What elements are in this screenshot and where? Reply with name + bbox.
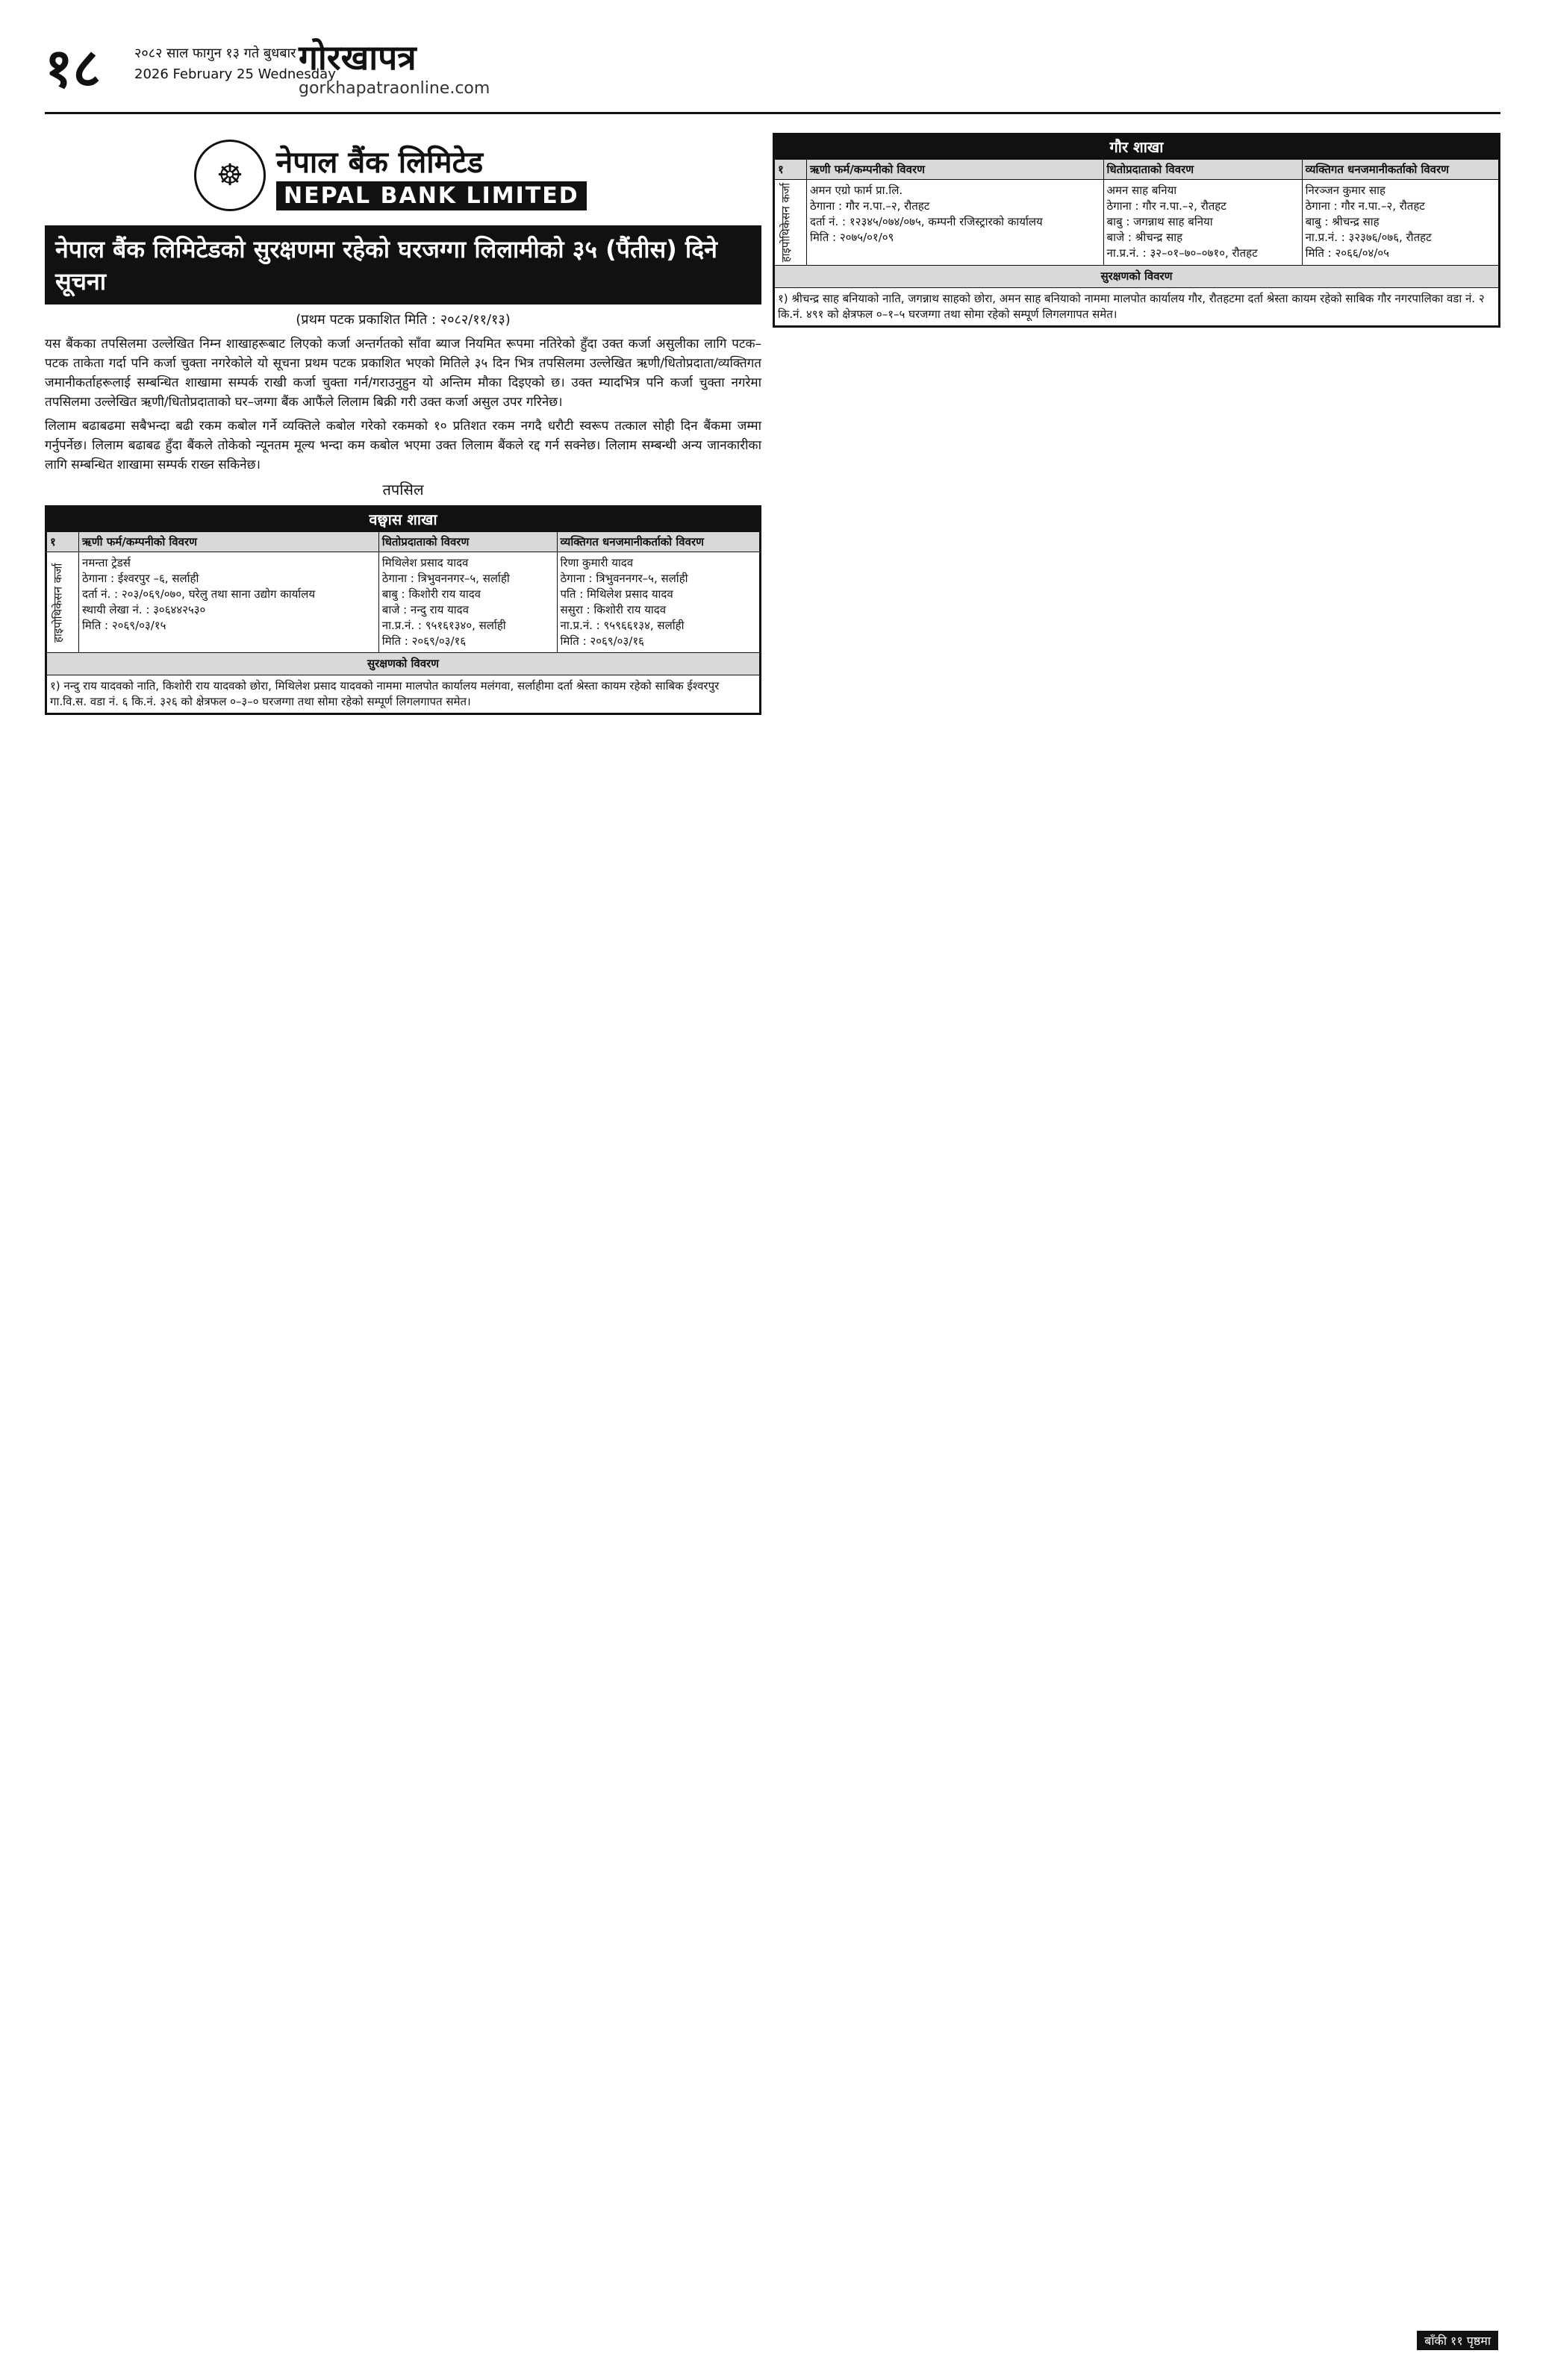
first-published-date: (प्रथम पटक प्रकाशित मिति : २०८२/११/१३) <box>296 312 511 328</box>
col-pledger: धितोप्रदाताको विवरण <box>1103 160 1302 180</box>
borrower-details: अमन एग्रो फार्म प्रा.लि. ठेगाना : गौर न.पा.–२, रौतहट दर्ता नं. : १२३४५/०७४/०७५, कम्पनी रजिस्ट्रारको कार्यालय मिति : २०७५/०१/०९ <box>807 180 1104 266</box>
col-number: १ <box>47 532 79 552</box>
date-english: 2026 February 25 Wednesday <box>134 66 336 82</box>
guarantor-details: निरञ्जन कुमार साह ठेगाना : गौर न.पा.–२, रौतहट बाबु : श्रीचन्द्र साह ना.प्र.नं. : ३२३७६/०७६, रौतहट मिति : २०६६/०४/०५ <box>1302 180 1498 266</box>
col-borrower: ऋणी फर्म/कम्पनीको विवरण <box>807 160 1104 180</box>
collateral-details: १) श्रीचन्द्र साह बनियाको नाति, जगन्नाथ साहको छोरा, अमन साह बनियाको नाममा मालपोत कार्यालय गौर, रौतहटमा दर्ता श्रेस्ता कायम रहेको साबिक गौर नगरपालिका वडा नं. २ कि.नं. ४९१ को क्षेत्रफल ०–१–५ घरजग्गा तथा सोमा रहेको सम्पूर्ण लिगलगापत समेत। <box>775 288 1499 326</box>
bank-logo <box>194 134 612 216</box>
table-row <box>47 552 760 653</box>
col-guarantor: व्यक्तिगत धनजमानीकर्ताको विवरण <box>557 532 759 552</box>
continued-note: बाँकी ११ पृष्ठमा <box>1417 2331 1498 2350</box>
website-link[interactable]: gorkhapatraonline.com <box>299 79 490 98</box>
branch-wachchhwas <box>45 505 761 715</box>
borrower-details: नमन्ता ट्रेडर्स ठेगाना : ईश्वरपुर –६, सर्लाही दर्ता नं. : २०३/०६९/०७०, घरेलु तथा साना उद्योग कार्यालय स्थायी लेखा नं. : ३०६४४२५३० मिति : २०६९/०३/१५ <box>79 552 379 653</box>
loan-type-label: हाइपोथिकेसन कर्जा <box>775 180 807 266</box>
col-pledger: धितोप्रदाताको विवरण <box>378 532 557 552</box>
paper-name: गोरखापत्र <box>299 37 417 78</box>
branch-table <box>774 159 1499 326</box>
bank-name-nepali: नेपाल बैंक लिमिटेड <box>276 146 484 180</box>
notice-paragraph-1: यस बैंकका तपसिलमा उल्लेखित निम्न शाखाहरूबाट लिएको कर्जा अन्तर्गतको साँवा ब्याज नियमित रूपमा नतिरेको हुँदा उक्त कर्जा असुलीका लागि पटक–पटक ताकेता गर्दा पनि कर्जा चुक्ता नगरेकोले यो सूचना प्रथम पटक प्रकाशित भएको मितिले ३५ दिन भित्र तपसिलमा उल्लेखित ऋणी/धितोप्रदाता/व्यक्तिगत जमानीकर्ताहरूलाई सम्बन्धित शाखामा सम्पर्क राखी कर्जा चुक्ता गर्न/गराउनुहुन यो अन्तिम मौका दिइएको छ। उक्त म्यादभित्र पनि कर्जा चुक्ता नगरेमा तपसिलमा उल्लेखित ऋणी/धितोप्रदाताको घर–जग्गा बैंक आफैंले लिलाम बिक्री गरी उक्त कर्जा असुल उपर गरिनेछ। <box>45 337 761 410</box>
table-row <box>775 180 1499 266</box>
date-nepali: २०८२ साल फागुन १३ गते बुधबार <box>134 46 296 61</box>
notice-paragraph-2: लिलाम बढाबढमा सबैभन्दा बढी रकम कबोल गर्ने व्यक्तिले कबोल गरेको रकमको १० प्रतिशत रकम नगदै धरौटी स्वरूप तत्काल सोही दिन बैंकमा जम्मा गर्नुपर्नेछ। लिलाम बढाबढ हुँदा बैंकले तोकेको न्यूनतम मूल्य भन्दा कम कबोल भएमा उक्त लिलाम बैंकले रद्द गर्न सक्नेछ। लिलाम सम्बन्धी अन्य जानकारीका लागि सम्बन्धित शाखामा सम्पर्क राख्न सकिनेछ। <box>45 419 761 472</box>
col-guarantor: व्यक्तिगत धनजमानीकर्ताको विवरण <box>1302 160 1498 180</box>
branch-table <box>46 531 760 713</box>
tahsil-heading: तपसिल <box>382 481 424 499</box>
collateral-details: १) नन्दु राय यादवको नाति, किशोरी राय यादवको छोरा, मिथिलेश प्रसाद यादवको नाममा मालपोत कार्यालय मलंगवा, सर्लाहीमा दर्ता श्रेस्ता कायम रहेको साबिक ईश्वरपुर गा.वि.स. वडा नं. ६ कि.नं. ३२६ को क्षेत्रफल ०–३–० घरजग्गा तथा सोमा रहेको सम्पूर्ण लिगलगापत समेत। <box>47 675 760 713</box>
bank-emblem-icon: ☸ <box>194 140 266 211</box>
collateral-heading: सुरक्षणको विवरण <box>47 653 760 675</box>
notice-column-right <box>773 127 1500 328</box>
page-number: १८ <box>45 37 101 99</box>
loan-type-label: हाइपोथिकेसन कर्जा <box>47 552 79 653</box>
branch-title: वछ्वास शाखा <box>46 507 760 531</box>
pledger-details: मिथिलेश प्रसाद यादव ठेगाना : त्रिभुवननगर–५, सर्लाही बाबु : किशोरी राय यादव बाजे : नन्दु राय यादव ना.प्र.नं. : ९५१६१३४०, सर्लाही मिति : २०६९/०३/१६ <box>378 552 557 653</box>
col-borrower: ऋणी फर्म/कम्पनीको विवरण <box>79 532 379 552</box>
notice-column <box>45 127 761 715</box>
collateral-heading: सुरक्षणको विवरण <box>775 266 1499 288</box>
col-number: १ <box>775 160 807 180</box>
notice-headline: नेपाल बैंक लिमिटेडको सुरक्षणमा रहेको घरजग्गा लिलामीको ३५ (पैंतीस) दिने सूचना <box>45 225 761 304</box>
branch-title: गौर शाखा <box>774 134 1499 159</box>
branch-gaur <box>773 133 1500 328</box>
masthead <box>45 30 1500 114</box>
pledger-details: अमन साह बनिया ठेगाना : गौर न.पा.–२, रौतहट बाबु : जगन्नाथ साह बनिया बाजे : श्रीचन्द्र साह ना.प्र.नं. : ३२–०१–७०–०७१०, रौतहट <box>1103 180 1302 266</box>
guarantor-details: रिणा कुमारी यादव ठेगाना : त्रिभुवननगर–५, सर्लाही पति : मिथिलेश प्रसाद यादव ससुरा : किशोरी राय यादव ना.प्र.नं. : ९५९६६१३४, सर्लाही मिति : २०६९/०३/१६ <box>557 552 759 653</box>
bank-name-english: NEPAL BANK LIMITED <box>276 181 587 210</box>
